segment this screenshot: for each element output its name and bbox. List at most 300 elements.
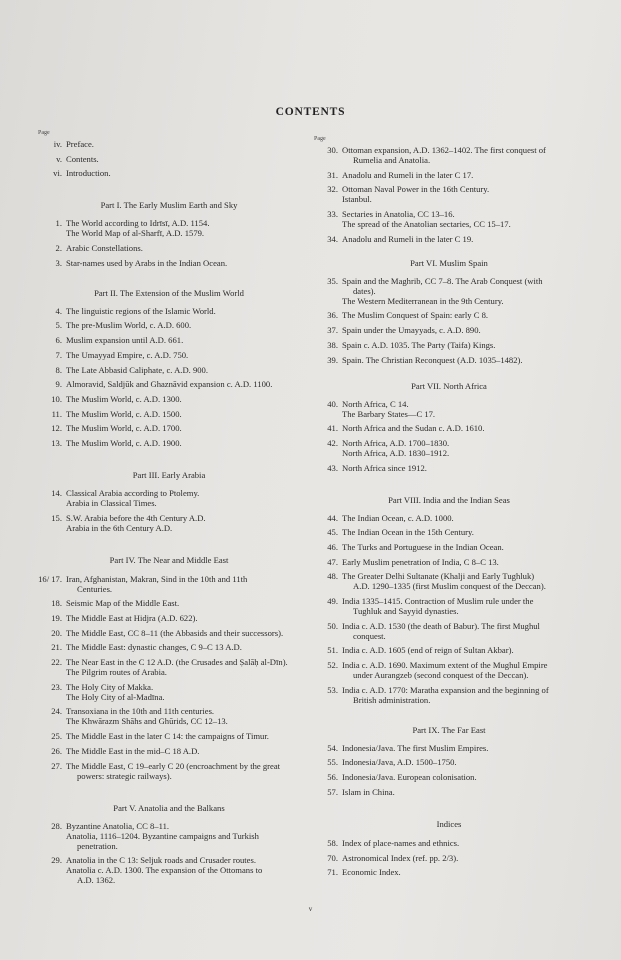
entry-number: 52. [327,660,338,671]
entry-text [66,258,300,268]
toc-entry [314,325,584,335]
entry-title: Spain c. A.D. 1035. The Party (Taifa) Kings. [342,339,496,350]
entry-number: 58. [327,837,338,848]
toc-entry [314,234,584,244]
entry-title: The Middle East at Hidjra (A.D. 622). [66,613,198,623]
entry-text [66,350,300,360]
part-heading: Part VIII. India and the Indian Seas [388,494,510,505]
part-list [314,276,584,365]
toc-entry [38,746,300,756]
entry-number: 6. [55,335,62,346]
entry-text [66,598,300,608]
entry-title: The Middle East in the later C 14: the campaigns of Timur. [66,731,269,742]
toc-entry [38,488,300,508]
entry-text [66,243,300,253]
toc-entry [38,218,300,238]
entry-title: The Holy City of Makka. [66,681,154,692]
entry-text [342,867,584,877]
entry-title: The linguistic regions of the Islamic World. [66,305,216,316]
entry-title: Ottoman Naval Power in the 16th Century. [342,184,490,195]
entry-title: Classical Arabia according to Ptolemy. [66,487,200,498]
part-heading: Part I. The Early Muslim Earth and Sky [100,200,238,211]
page-title: CONTENTS [275,106,346,118]
toc-entry [314,542,584,552]
entry-text [66,628,300,638]
entry-title: India 1335–1415. Contraction of Muslim rule under the [342,596,534,606]
entry-continuation: A.D. 1362. [77,875,116,886]
entry-number: 8. [55,364,62,375]
entry-continuation: A.D. 1290–1335 (first Muslim conquest of the Deccan). [353,581,546,592]
entry-number: 40. [327,398,338,409]
entry-title: The Greater Delhi Sultanate (Khalji and Early Tughluk) [342,571,535,582]
entry-number: v. [56,153,62,164]
entry-text [66,218,300,238]
entry-text [66,657,300,677]
entry-title: Star-names used by Arabs in the Indian Ocean. [66,257,228,268]
entry-subtitle: Istanbul. [342,194,372,205]
entry-subtitle: The spread of the Anatolian sectaries, CC 15–17. [342,219,511,230]
toc-entry [38,335,300,345]
entry-title: Spain. The Christian Reconquest (A.D. 1035–1482). [342,354,523,365]
entry-number: 20. [51,627,62,638]
entry-number: 35. [327,275,338,286]
entry-text [342,355,584,365]
entry-title: Indonesia/Java. European colonisation. [342,772,477,783]
entry-number: 43. [327,462,338,473]
entry-title: Anadolu and Rumeli in the later C 19. [342,233,474,244]
entry-title: Ottoman expansion, A.D. 1362–1402. The first conquest of [342,145,546,155]
entry-title: Introduction. [66,168,111,179]
entry-number: 21. [51,642,62,653]
toc-entry [38,423,300,433]
part-list [314,513,584,705]
entry-title: Transoxiana in the 10th and 11th centuries. [66,706,215,717]
entry-subtitle: The Holy City of al-Madīna. [66,691,165,702]
entry-text [342,325,584,335]
toc-entry [314,621,584,641]
toc-entry [38,642,300,652]
part-heading: Indices [436,818,462,829]
entry-number: 5. [55,320,62,331]
entry-number: 38. [327,339,338,350]
entry-title: The Near East in the C 12 A.D. (the Crusades and Ṣalāḥ al-Dīn). [66,657,288,668]
entry-text [342,184,584,204]
entry-number: 70. [327,852,338,863]
entry-title: Arabic Constellations. [66,243,143,254]
toc-entry [314,423,584,433]
entry-subtitle: Arabia in the 6th Century A.D. [66,522,173,533]
entry-text [66,821,300,851]
part-heading: Part VI. Muslim Spain [410,257,488,268]
toc-entry [38,628,300,638]
entry-title: Early Muslim penetration of India, C 8–C 13. [342,556,499,567]
toc-entry [314,340,584,350]
entry-text [342,527,584,537]
entry-number: 56. [327,772,338,783]
entry-title: The Umayyad Empire, c. A.D. 750. [66,349,189,360]
entry-subtitle: The Pilgrim routes of Arabia. [66,667,167,678]
entry-title: The Indian Ocean, c. A.D. 1000. [342,512,454,523]
entry-title: North Africa and the Sudan c. A.D. 1610. [342,423,485,434]
entry-number: 31. [327,169,338,180]
entry-text [342,513,584,523]
entry-title: North Africa since 1912. [342,462,427,473]
entry-number: 1. [55,218,62,229]
entry-text [66,682,300,702]
entry-title: Anadolu and Rumeli in the later C 17. [342,169,474,180]
entry-number: 54. [327,742,338,753]
entry-text [66,613,300,623]
toc-entry [314,355,584,365]
entry-title: Seismic Map of the Middle East. [66,598,180,609]
entry-title: Contents. [66,153,99,164]
entry-number: 22. [51,657,62,668]
toc-entry [314,438,584,458]
part-list [38,821,300,886]
entry-text [66,365,300,375]
entry-title: The Muslim World, c. A.D. 1900. [66,437,182,448]
entry-title: Preface. [66,139,94,149]
entry-title: Iran, Afghanistan, Makran, Sind in the 10th and 11th [66,573,248,584]
entry-text [66,574,300,594]
entry-text [66,168,300,178]
toc-entry [38,761,300,781]
entry-number: 27. [51,760,62,771]
page-number: v [308,905,313,913]
toc-entry [38,365,300,375]
entry-text [342,596,584,616]
entry-text [66,746,300,756]
entry-number: 36. [327,310,338,321]
entry-text [66,642,300,652]
toc-entry [38,306,300,316]
entry-text [342,276,584,306]
entry-text [66,306,300,316]
entry-text [66,139,300,149]
toc-entry [314,463,584,473]
toc-entry [38,350,300,360]
entry-title: S.W. Arabia before the 4th Century A.D. [66,512,206,523]
entry-number: 45. [327,527,338,538]
toc-entry [38,513,300,533]
entry-text [66,409,300,419]
entry-subtitle: The World Map of al-Sharfī, A.D. 1579. [66,228,205,239]
entry-number: 39. [327,354,338,365]
entry-title: Spain and the Maghrib, CC 7–8. The Arab Conquest (with [342,275,543,286]
entry-text [342,423,584,433]
entry-title: The Middle East, CC 8–11 (the Abbasids and their successors). [66,627,284,638]
entry-number: 32. [327,184,338,195]
entry-number: 4. [55,305,62,316]
entry-number: 3. [55,257,62,268]
entry-text [342,438,584,458]
part-list [38,218,300,267]
part-list [38,306,300,448]
part-heading: Part IX. The Far East [412,724,486,735]
toc-entry [314,209,584,229]
entry-number: 51. [327,645,338,656]
toc-entry [314,310,584,320]
part-heading: Part III. Early Arabia [132,469,206,480]
entry-text [342,787,584,797]
entry-number: 49. [327,596,338,606]
entry-title: Spain under the Umayyads, c. A.D. 890. [342,325,481,336]
left-column [38,128,300,890]
entry-title: Almoravid, Saldjūk and Ghaznāvid expansion c. A.D. 1100. [66,379,273,390]
part-heading: Part V. Anatolia and the Balkans [113,802,225,813]
entry-text [66,438,300,448]
toc-entry [38,598,300,608]
toc-entry [314,596,584,616]
toc-entry [38,657,300,677]
entry-continuation: powers: strategic railways). [77,770,172,781]
toc-entry [38,320,300,330]
entry-number: 34. [327,233,338,244]
entry-text [342,571,584,591]
right-column [314,134,584,882]
entry-continuation: conquest. [353,630,386,641]
page-label: Page [314,136,326,142]
toc-entry [314,685,584,705]
entry-subtitle: The Barbary States—C 17. [342,408,436,419]
toc-entry [314,772,584,782]
entry-title: Astronomical Index (ref. pp. 2/3). [342,852,459,863]
entry-number: 37. [327,325,338,336]
part-list [38,488,300,533]
entry-text [66,731,300,741]
entry-number: 41. [327,423,338,434]
toc-entry [314,660,584,680]
entry-number: 11. [51,408,62,419]
entry-text [342,340,584,350]
entry-number: 12. [51,423,62,434]
entry-text [342,757,584,767]
entry-subtitle: Anatolia, 1116–1204. Byzantine campaigns and Turkish [66,830,259,841]
entry-title: Sectaries in Anatolia, CC 13–16. [342,209,455,220]
toc-entry [314,645,584,655]
entry-text [66,154,300,164]
part-list [314,399,584,473]
entry-subtitle: Anatolia c. A.D. 1300. The expansion of the Ottomans to [66,865,263,876]
entry-text [342,209,584,229]
entry-title: The Middle East in the mid–C 18 A.D. [66,745,200,756]
toc-entry [38,574,300,594]
entry-number: iv. [53,139,62,149]
entry-title: The Late Abbasid Caliphate, c. A.D. 900. [66,364,209,375]
entry-title: The Muslim World, c. A.D. 1700. [66,423,182,434]
entry-title: North Africa, C 14. [342,398,409,409]
toc-entry [314,757,584,767]
entry-text [342,743,584,753]
toc-entry [38,682,300,702]
part-list [314,838,584,877]
entry-text [66,320,300,330]
toc-entry [314,184,584,204]
entry-text [66,335,300,345]
entry-number: 30. [327,145,338,155]
entry-text [342,853,584,863]
entry-title: India c. A.D. 1530 (the death of Babur). The first Mughul [342,620,540,631]
entry-number: 10. [51,393,62,404]
entry-continuation: Rumelia and Anatolia. [353,155,431,165]
entry-title: The pre-Muslim World, c. A.D. 600. [66,320,192,331]
entry-title: Economic Index. [342,867,401,878]
entry-text [342,621,584,641]
entry-number: 25. [51,731,62,742]
entry-number: 44. [327,512,338,523]
entry-subtitle: The Khwārazm Shāhs and Ghūrids, CC 12–13. [66,716,228,727]
entry-continuation: penetration. [77,840,118,851]
entry-text [66,379,300,389]
toc-entry [314,787,584,797]
entry-number: 18. [51,598,62,609]
part-heading: Part II. The Extension of the Muslim World [94,287,244,298]
entry-text [342,463,584,473]
entry-title: The Indian Ocean in the 15th Century. [342,527,474,538]
entry-number: 48. [327,571,338,582]
toc-entry [314,527,584,537]
entry-title: The Turks and Portuguese in the Indian Ocean. [342,541,504,552]
entry-text [66,513,300,533]
toc-entry [38,243,300,253]
part-list [314,145,584,244]
toc-entry [314,513,584,523]
toc-entry [314,276,584,306]
entry-number: 53. [327,684,338,695]
entry-number: 2. [55,243,62,254]
entry-number: 50. [327,620,338,631]
entry-text [342,399,584,419]
toc-entry [38,154,300,164]
entry-subtitle: Arabia in Classical Times. [66,497,157,508]
entry-number: 7. [55,349,62,360]
toc-entry [314,853,584,863]
front-matter-list [38,139,300,178]
entry-number: vi. [53,168,62,179]
entry-number: 33. [327,209,338,220]
entry-number: 9. [55,379,62,390]
entry-text [342,645,584,655]
entry-continuation: British administration. [353,694,431,705]
entry-number: 13. [51,437,62,448]
toc-entry [38,706,300,726]
toc-entry [314,838,584,848]
entry-text [342,557,584,567]
entry-continuation: dates). [353,285,376,296]
part-list [38,574,300,781]
entry-number: 26. [51,745,62,756]
entry-title: Muslim expansion until A.D. 661. [66,335,184,346]
entry-title: The Muslim World, c. A.D. 1300. [66,393,182,404]
toc-entry [38,139,300,149]
entry-text [66,855,300,885]
toc-entry [38,394,300,404]
entry-text [342,542,584,552]
entry-title: Anatolia in the C 13: Seljuk roads and Crusader routes. [66,855,256,866]
entry-text [66,423,300,433]
toc-entry [38,258,300,268]
entry-text [342,685,584,705]
entry-title: Index of place-names and ethnics. [342,837,460,848]
entry-subtitle: The Western Mediterranean in the 9th Century. [342,295,504,306]
entry-title: Indonesia/Java. The first Muslim Empires. [342,742,489,753]
entry-text [342,145,584,165]
entry-number: 28. [51,820,62,831]
entry-text [342,838,584,848]
entry-title: Byzantine Anatolia, CC 8–11. [66,820,170,831]
entry-number: 16/ 17. [38,573,62,584]
entry-number: 29. [51,855,62,866]
toc-entry [314,170,584,180]
entry-continuation: Centuries. [77,583,113,594]
entry-title: The Muslim World, c. A.D. 1500. [66,408,182,419]
entry-text [66,394,300,404]
entry-continuation: under Aurangzeb (second conquest of the Deccan). [353,670,529,681]
entry-text [66,761,300,781]
entry-text [342,660,584,680]
entry-text [342,310,584,320]
entry-title: The World according to Idrīsī, A.D. 1154. [66,218,210,229]
entry-title: India c. A.D. 1690. Maximum extent of the Mughul Empire [342,660,548,671]
toc-entry [38,168,300,178]
entry-number: 24. [51,706,62,717]
entry-title: The Muslim Conquest of Spain: early C 8. [342,310,489,321]
entry-continuation: Tughluk and Sayyid dynasties. [353,606,459,616]
entry-subtitle: North Africa, A.D. 1830–1912. [342,447,450,458]
toc-entry [38,409,300,419]
part-list [314,743,584,797]
entry-number: 15. [51,512,62,523]
entry-title: Indonesia/Java, A.D. 1500–1750. [342,757,457,768]
entry-number: 14. [51,487,62,498]
toc-entry [314,145,584,165]
entry-text [342,772,584,782]
entry-title: Islam in China. [342,786,395,797]
toc-entry [314,557,584,567]
entry-number: 46. [327,541,338,552]
toc-entry [314,867,584,877]
entry-text [66,488,300,508]
page-label: Page [38,130,50,136]
entry-text [66,706,300,726]
toc-entry [38,379,300,389]
entry-title: North Africa, A.D. 1700–1830. [342,437,450,448]
toc-entry [314,399,584,419]
entry-number: 42. [327,437,338,448]
part-heading: Part VII. North Africa [411,380,487,391]
entry-text [342,170,584,180]
entry-number: 57. [327,786,338,797]
part-heading: Part IV. The Near and Middle East [109,554,229,565]
entry-title: India c. A.D. 1605 (end of reign of Sultan Akbar). [342,645,514,656]
toc-entry [38,821,300,851]
entry-title: India c. A.D. 1770: Maratha expansion and the beginning of [342,684,549,695]
toc-entry [38,613,300,623]
entry-title: The Middle East: dynastic changes, C 9–C 13 A.D. [66,642,242,653]
entry-number: 23. [51,681,62,692]
toc-entry [38,438,300,448]
toc-entry [314,743,584,753]
entry-number: 19. [51,613,62,623]
toc-entry [38,731,300,741]
toc-entry [314,571,584,591]
entry-title: The Middle East, C 19–early C 20 (encroachment by the great [66,760,281,771]
entry-number: 71. [327,867,338,878]
entry-number: 47. [327,556,338,567]
entry-text [342,234,584,244]
toc-entry [38,855,300,885]
entry-number: 55. [327,757,338,768]
